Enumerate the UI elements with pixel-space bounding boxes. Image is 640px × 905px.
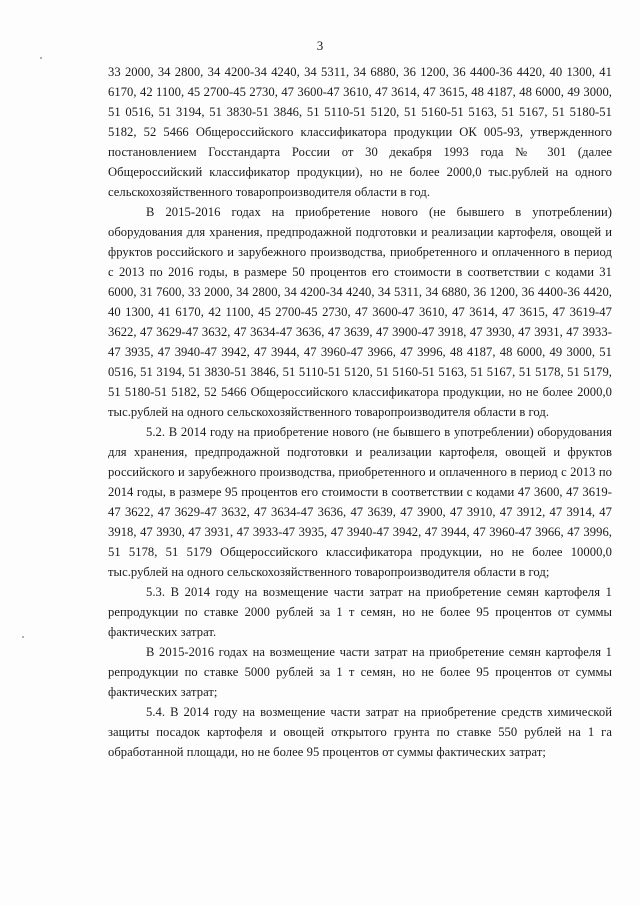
scan-speck: [22, 636, 24, 638]
paragraph-5-2: 5.2. В 2014 году на приобретение нового (не бывшего в употреблении) оборудования для хранения, предпродажной подготовки и реализации картофеля, овощей и фруктов российского и зарубежного производства, приобретенного и оплаченного в период с 2013 по 2014 годы, в размере 95 процентов его стоимости в соответствии с кодами 47 3600, 47 3619-47 3622, 47 3629-47 3632, 47 3634-47 3636, 47 3639, 47 3900, 47 3910, 47 3912, 47 3914, 47 3918, 47 3930, 47 3931, 47 3933-47 3935, 47 3940-47 3942, 47 3944, 47 3960-47 3966, 47 3996, 51 5178, 51 5179 Общероссийского классификатора продукции, но не более 10000,0 тыс.рублей на одного сельскохозяйственного товаропроизводителя области в год;: [108, 425, 612, 579]
paragraph-5-3: 5.3. В 2014 году на возмещение части затрат на приобретение семян картофеля 1 репродукции по ставке 2000 рублей за 1 т семян, но не более 95 процентов от суммы фактических затрат.: [108, 585, 612, 639]
paragraph-5-4: 5.4. В 2014 году на возмещение части затрат на приобретение средств химической защиты посадок картофеля и овощей открытого грунта по ставке 550 рублей на 1 га обработанной площади, но не более 95 процентов от суммы фактических затрат;: [108, 705, 612, 759]
paragraph-2015-2016-seeds: В 2015-2016 годах на возмещение части затрат на приобретение семян картофеля 1 репродукции по ставке 5000 рублей за 1 т семян, но не более 95 процентов от суммы фактических затрат;: [108, 645, 612, 699]
scan-speck: [40, 57, 42, 59]
document-body: [108, 62, 612, 762]
page-number: 3: [316, 38, 324, 53]
paragraph-continuation: 33 2000, 34 2800, 34 4200-34 4240, 34 5311, 34 6880, 36 1200, 36 4400-36 4420, 40 1300, 41 6170, 42 1100, 45 2700-45 2730, 47 3600-47 3610, 47 3614, 47 3615, 48 4187, 48 6000, 49 3000, 51 0516, 51 3194, 51 3830-51 3846, 51 5110-51 5120, 51 5160-51 5163, 51 5167, 51 5180-51 5182, 52 5466 Общероссийского классификатора продукции ОК 005-93, утвержденного постановлением Госстандарта России от 30 декабря 1993 года № 301 (далее Общероссийский классификатор продукции), но не более 2000,0 тыс.рублей на одного сельскохозяйственного товаропроизводителя области в год.: [108, 65, 612, 199]
paragraph-2015-2016-equipment: В 2015-2016 годах на приобретение нового (не бывшего в употреблении) оборудования для хранения, предпродажной подготовки и реализации картофеля, овощей и фруктов российского и зарубежного производства, приобретенного и оплаченного в период с 2013 по 2016 годы, в размере 50 процентов его стоимости в соответствии с кодами 31 6000, 31 7600, 33 2000, 34 2800, 34 4200-34 4240, 34 5311, 34 6880, 36 1200, 36 4400-36 4420, 40 1300, 41 6170, 42 1100, 45 2700-45 2730, 47 3600-47 3610, 47 3614, 47 3615, 47 3619-47 3622, 47 3629-47 3632, 47 3634-47 3636, 47 3639, 47 3900-47 3918, 47 3930, 47 3931, 47 3933-47 3935, 47 3940-47 3942, 47 3944, 47 3960-47 3966, 47 3996, 48 4187, 48 6000, 49 3000, 51 0516, 51 3194, 51 3830-51 3846, 51 5110-51 5120, 51 5160-51 5163, 51 5167, 51 5178, 51 5179, 51 5180-51 5182, 52 5466 Общероссийского классификатора продукции, но не более 2000,0 тыс.рублей на одного сельскохозяйственного товаропроизводителя области в год.: [108, 205, 612, 419]
